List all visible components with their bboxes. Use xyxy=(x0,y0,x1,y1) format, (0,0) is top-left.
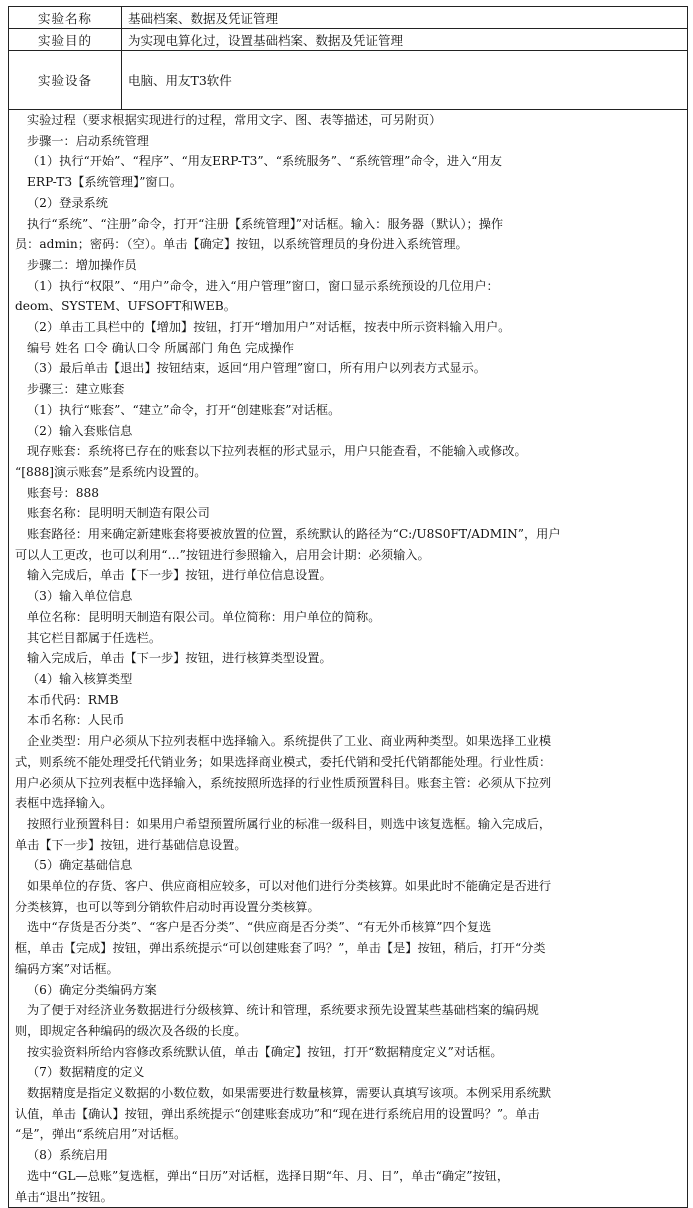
process-line: （7）数据精度的定义 xyxy=(27,1065,145,1080)
process-line: 分类核算，也可以等到分销软件启动时再设置分类核算。 xyxy=(15,899,320,914)
process-line: 账套路径：用来确定新建账套将要被放置的位置，系统默认的路径为“C:/U8S0FT/ADMIN”，用户 xyxy=(27,527,561,542)
process-line: （5）确定基础信息 xyxy=(27,858,133,873)
process-line: （3）最后单击【退出】按钮结束，返回“用户管理”窗口，所有用户以列表方式显示。 xyxy=(27,361,486,376)
process-line: 其它栏目都属于任选栏。 xyxy=(27,630,162,645)
process-line: 输入完成后，单击【下一步】按钮，进行核算类型设置。 xyxy=(27,651,332,666)
process-line: 选中“存货是否分类”、“客户是否分类”、“供应商是否分类”、“有无外币核算”四个复选 xyxy=(27,920,492,935)
process-line: 单位名称：昆明明天制造有限公司。单位简称：用户单位的简称。 xyxy=(27,609,381,624)
process-line: 编码方案”对话框。 xyxy=(15,961,119,976)
process-line: 账套号：888 xyxy=(27,485,100,500)
process-line: “是”，弹出“系统启用”对话框。 xyxy=(15,1127,187,1142)
process-line: 数据精度是指定义数据的小数位数，如果需要进行数量核算，需要认真填写该项。本例采用系统默 xyxy=(27,1086,552,1101)
process-line: 执行“系统”、“注册”命令，打开“注册【系统管理】”对话框。输入：服务器（默认）；操作 xyxy=(27,216,504,231)
process-line: 本币名称：人民币 xyxy=(27,713,125,728)
process-line: 框，单击【完成】按钮，弹出系统提示“可以创建账套了吗？”，单击【是】按钮，稍后，打开“分类 xyxy=(15,941,546,956)
process-line: 为了便于对经济业务数据进行分级核算、统计和管理，系统要求预先设置某些基础档案的编码规 xyxy=(27,1003,539,1018)
process-line: （4）输入核算类型 xyxy=(27,671,133,686)
process-line: 认值，单击【确认】按钮，弹出系统提示“创建账套成功”和“现在进行系统启用的设置吗？”。单击 xyxy=(15,1106,540,1121)
experiment-name-label: 实验名称 xyxy=(9,7,122,29)
process-line: 则，即规定各种编码的级次及各级的长度。 xyxy=(15,1023,247,1038)
process-line: 步骤三：建立账套 xyxy=(27,382,125,397)
process-line: 可以人工更改，也可以利用“…”按钮进行参照输入，启用会计期：必须输入。 xyxy=(15,547,430,562)
process-line: （2）输入套账信息 xyxy=(27,423,133,438)
process-line: 现存账套：系统将已存在的账套以下拉列表框的形式显示，用户只能查看，不能输入或修改。 xyxy=(27,444,527,459)
process-line: （1）执行“开始”、“程序”、“用友ERP-T3”、“系统服务”、“系统管理”命令，进入“用友 xyxy=(27,154,502,169)
process-line: 步骤二：增加操作员 xyxy=(27,257,137,272)
row-experiment-purpose xyxy=(9,29,688,51)
experiment-process-cell xyxy=(9,110,688,1208)
process-line: 步骤一：启动系统管理 xyxy=(27,133,149,148)
process-line: （6）确定分类编码方案 xyxy=(27,982,157,997)
experiment-purpose-value: 为实现电算化过，设置基础档案、数据及凭证管理 xyxy=(122,29,688,51)
process-line: deom、SYSTEM、UFSOFT和WEB。 xyxy=(15,299,236,314)
process-line: “[888]演示账套”是系统内设置的。 xyxy=(15,464,207,479)
process-line: 按实验资料所给内容修改系统默认值，单击【确定】按钮，打开“数据精度定义”对话框。 xyxy=(27,1044,503,1059)
process-line: （2）登录系统 xyxy=(27,195,108,210)
process-line: 本币代码：RMB xyxy=(27,692,119,707)
process-line: 表框中选择输入。 xyxy=(15,796,113,811)
process-line: 输入完成后，单击【下一步】按钮，进行单位信息设置。 xyxy=(27,568,332,583)
process-line: （1）执行“账套”、“建立”命令，打开“创建账套”对话框。 xyxy=(27,402,341,417)
process-line: 按照行业预置科目：如果用户希望预置所属行业的标准一级科目，则选中该复选框。输入完成后， xyxy=(27,816,552,831)
experiment-name-value: 基础档案、数据及凭证管理 xyxy=(122,7,688,29)
row-experiment-process xyxy=(9,110,688,1208)
process-line: （2）单击工具栏中的【增加】按钮，打开“增加用户”对话框，按表中所示资料输入用户。 xyxy=(27,320,511,335)
process-line: （8）系统启用 xyxy=(27,1148,108,1163)
process-line: （1）执行“权限”、“用户”命令，进入“用户管理”窗口，窗口显示系统预设的几位用户： xyxy=(27,278,499,293)
process-line: 用户必须从下拉列表框中选择输入，系统按照所选择的行业性质预置科目。账套主管：必须从下拉列 xyxy=(15,775,552,790)
experiment-equipment-label: 实验设备 xyxy=(9,51,122,110)
process-text xyxy=(15,110,681,1207)
process-line: 账套名称：昆明明天制造有限公司 xyxy=(27,506,210,521)
row-experiment-name xyxy=(9,7,688,29)
process-line: 单击“退出”按钮。 xyxy=(15,1189,113,1204)
row-experiment-equipment xyxy=(9,51,688,110)
experiment-purpose-label: 实验目的 xyxy=(9,29,122,51)
process-line: 选中“GL—总账”复选框，弹出“日历”对话框，选择日期“年、月、日”，单击“确定”按钮， xyxy=(27,1168,510,1183)
process-line: （3）输入单位信息 xyxy=(27,589,133,604)
process-line: 式，则系统不能处理受托代销业务；如果选择商业模式，委托代销和受托代销都能处理。行业性质： xyxy=(15,754,552,769)
process-line: 企业类型：用户必须从下拉列表框中选择输入。系统提供了工业、商业两种类型。如果选择工业模 xyxy=(27,734,552,749)
process-line: 员：admin；密码：（空）。单击【确定】按钮，以系统管理员的身份进入系统管理。 xyxy=(15,237,468,252)
process-line: 编号 姓名 口令 确认口令 所属部门 角色 完成操作 xyxy=(27,340,294,355)
experiment-equipment-value: 电脑、用友T3软件 xyxy=(122,51,688,110)
process-line: ERP-T3【系统管理】”窗口。 xyxy=(27,175,182,190)
experiment-report-table xyxy=(8,6,688,1208)
process-line: 如果单位的存货、客户、供应商相应较多，可以对他们进行分类核算。如果此时不能确定是否进行 xyxy=(27,879,552,894)
process-line: 实验过程（要求根据实现进行的过程，常用文字、图、表等描述，可另附页） xyxy=(27,113,442,127)
process-line: 单击【下一步】按钮，进行基础信息设置。 xyxy=(15,837,247,852)
